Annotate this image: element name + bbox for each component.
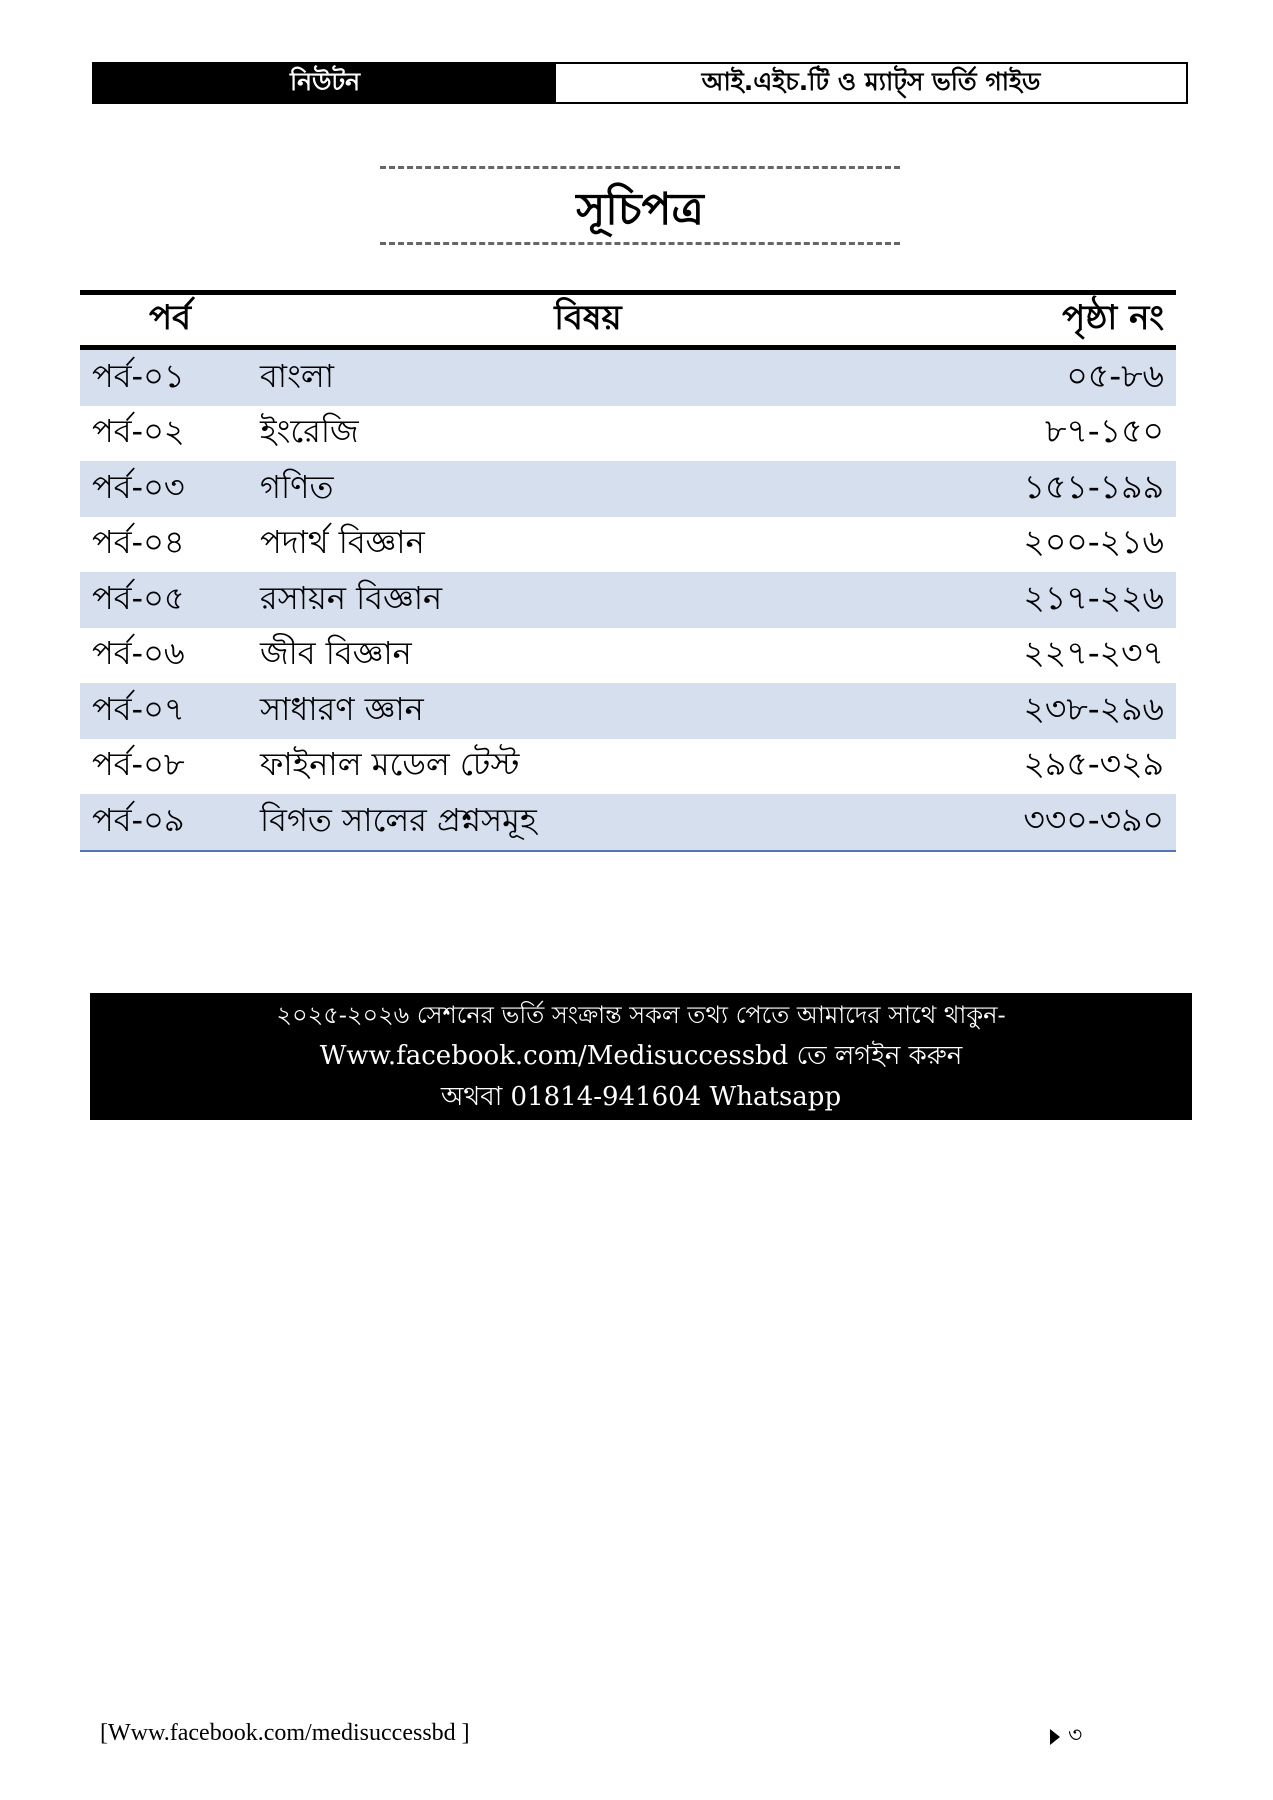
header-book-title: আই.এইচ.টি ও ম্যাট্স ভর্তি গাইড [701,66,1041,96]
row-page: ২৯৫-৩২৯ [1023,744,1164,784]
info-facebook-line: Www.facebook.com/Medisuccessbd তে লগইন করুন [319,1041,963,1071]
triangle-right-icon [1050,1729,1060,1745]
row-part: পর্ব-০৫ [92,578,185,617]
row-subject: জীব বিজ্ঞান [260,634,412,673]
footer-page [1050,1718,1082,1755]
row-page: ৩৩০-৩৯০ [1023,799,1164,839]
page-number: ৩ [1068,1723,1083,1748]
table-row [80,572,1176,628]
title-block [380,160,900,250]
table-row [80,350,1176,406]
table-row [80,683,1176,739]
row-subject: বাংলা [260,356,334,395]
title-divider-top [380,166,900,169]
table-row [80,461,1176,517]
row-part: পর্ব-০৭ [92,689,185,728]
row-part: পর্ব-০২ [92,412,185,451]
info-whatsapp-line: অথবা 01814-941604 Whatsapp [440,1082,842,1112]
row-subject: ইংরেজি [260,412,359,451]
row-page: ২৩৮-২৯৬ [1023,688,1164,728]
row-page: ০৫-৮৬ [1066,355,1164,395]
contents-table [80,290,1176,852]
row-page: ৮৭-১৫০ [1044,411,1164,451]
row-page: ২২৭-২৩৭ [1023,633,1164,673]
header-page: পৃষ্ঠা নং [1062,297,1164,338]
table-row [80,628,1176,684]
table-row [80,406,1176,462]
row-part: পর্ব-০৯ [92,800,185,839]
row-page: ২০০-২১৬ [1023,522,1164,562]
header-part: পর্ব [148,297,191,338]
row-part: পর্ব-০৪ [92,523,185,562]
row-subject: সাধারণ জ্ঞান [260,689,424,728]
row-subject: রসায়ন বিজ্ঞান [260,578,443,617]
title-divider-bottom [380,242,900,245]
row-subject: পদার্থ বিজ্ঞান [260,523,425,562]
table-row [80,517,1176,573]
running-header [92,62,1188,104]
table-row [80,794,1176,850]
table-header [80,290,1176,350]
info-session-line: ২০২৫-২০২৬ সেশনের ভর্তি সংক্রান্ত সকল তথ্য পেতে আমাদের সাথে থাকুন- [276,1001,1006,1029]
row-part: পর্ব-০১ [92,356,185,395]
header-publisher: নিউটন [94,64,556,102]
table-bottom-rule [80,850,1176,852]
row-part: পর্ব-০৮ [92,745,185,784]
header-subject: বিষয় [554,297,622,338]
info-box [90,993,1192,1120]
row-subject: ফাইনাল মডেল টেস্ট [260,745,520,784]
row-subject: বিগত সালের প্রশ্নসমূহ [260,800,537,839]
footer-link: [Www.facebook.com/medisuccessbd ] [100,1720,470,1746]
row-part: পর্ব-০৬ [92,634,185,673]
table-row [80,739,1176,795]
row-page: ১৫১-১৯৯ [1023,466,1164,506]
page-title: সূচিপত্র [576,184,704,235]
row-page: ২১৭-২২৬ [1023,577,1164,617]
row-part: পর্ব-০৩ [92,467,185,506]
row-subject: গণিত [260,467,334,506]
